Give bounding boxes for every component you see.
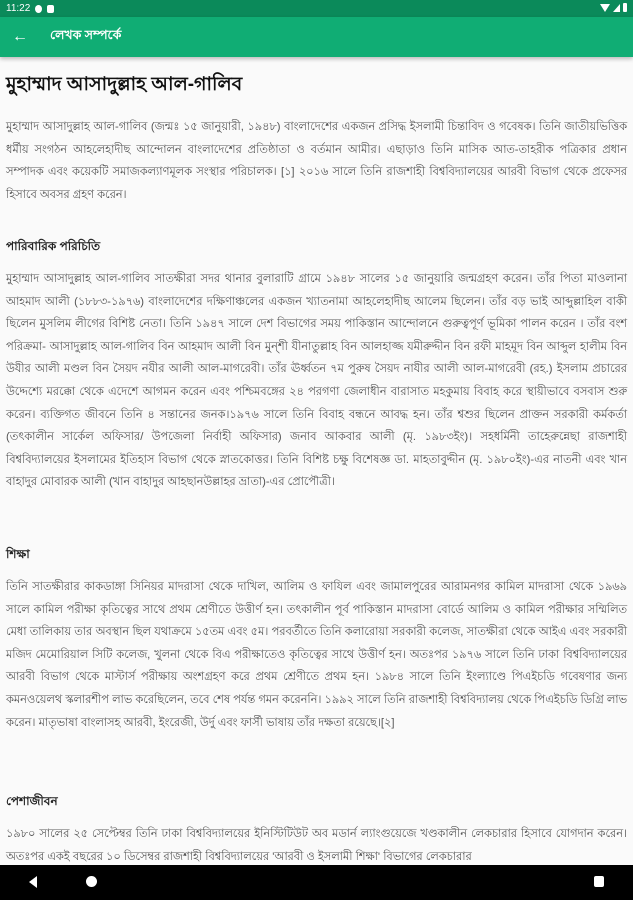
section-paragraph: মুহাম্মাদ আসাদুল্লাহ আল-গালিব সাতক্ষীরা সদর থানার বুলারাটি গ্রামে ১৯৪৮ সালের ১৫ জানুয়ারি জন্মগ্রহণ করেন। তাঁর পিতা মাওলানা আহমাদ আলী (১৮৮৩-১৯৭৬) বাংলাদেশের দক্ষিণাঞ্চলের একজন খ্যাতনামা আহলেহাদীছ আলেম ছিলেন। তাঁর বড় ভাই আব্দুল্লাহিল বাকী ছিলেন মুসলিম লীগের বিশিষ্ট নেতা। তিনি ১৯৪৭ সালে দেশ বিভাগের সময় পাকিস্তান আন্দোলনে গুরুত্বপূর্ণ ভূমিকা পালন করেন । তাঁর বংশ পরিক্রমা- আসাদুল্লাহ আল-গালিব বিন আহমাদ আলী বিন মুন্শী যীনাতুল্লাহ বিন আলহাজ্জ যমীরুদ্দীন বিন রফী মাহমূদ বিন আব্দুল হালীম বিন উযীর আলী মণ্ডল বিন সৈয়দ নযীর আলী আল-মাগরেবী। তাঁর ঊর্ধ্বতন ৭ম পুরুষ সৈয়দ নাযীর আলী আল-মাগরেবী (রহ.) ইসলাম প্রচারের উদ্দেশ্যে মরক্কো থেকে এদেশে আগমন করেন এবং পশ্চিমবঙ্গের ২৪ পরগণা জেলাধীন বারাসাত মহকুমায় বিবাহ করে স্থায়ীভাবে বসবাস শুরু করেন। ব্যক্তিগত জীবনে তিনি ৪ সন্তানের জনক।১৯৭৬ সালে তিনি বিবাহ বন্ধনে আবদ্ধ হন। তাঁর শ্বশুর ছিলেন প্রাক্তন সরকারী কর্মকর্তা (তৎকালীন সার্কেল অফিসার/ উপজেলা নির্বাহী অফিসার) জনাব আকবার আলী (মৃ. ১৯৮৩ইং)। সহধর্মিনী তাহেরুন্নেছা রাজশাহী বিশ্ববিদ্যালয়ের ইসলামের ইতিহাস বিভাগ থেকে স্নাতকোত্তর। তিনি বিশিষ্ট চক্ষু বিশেষজ্ঞ ডা. মাহতাবুদ্দীন (মৃ. ১৯৮০ইং)-এর নাতনী এবং খান বাহাদুর মোবারক আলী (খান বাহাদুর আহছানউল্লাহর ভ্রাতা)-এর প্রোপৌত্রী। <box>6 273 627 489</box>
section-heading: পারিবারিক পরিচিতি <box>6 239 101 253</box>
notification-icon <box>35 5 42 13</box>
intro-paragraph: মুহাম্মাদ আসাদুল্লাহ আল-গালিব (জন্মঃ ১৫ জানুয়ারী, ১৯৪৮) বাংলাদেশের একজন প্রসিদ্ধ ইসলামী চিন্তাবিদ ও গবেষক। তিনি জাতীয়ভিত্তিক ধর্মীয় সংগঠন আহলেহাদীছ আন্দোলন বাংলাদেশের প্রতিষ্ঠাতা ও বর্তমান আমীর। এছাড়াও তিনি মাসিক আত-তাহরীক পত্রিকার প্রধান সম্পাদক এবং কয়েকটি সমাজকল্যাণমূলক সংস্থার পরিচালক। [১] ২০১৬ সালে তিনি রাজশাহী বিশ্ববিদ্যালয়ের আরবী বিভাগ থেকে প্রফেসর হিসাবে অবসর গ্রহণ করেন। <box>6 121 627 201</box>
wifi-icon <box>600 4 610 12</box>
status-time: 11:22 <box>6 3 31 14</box>
section-paragraph: ১৯৮০ সালের ২৫ সেপ্টেম্বর তিনি ঢাকা বিশ্ববিদ্যালয়ের ইনিস্টিটিউট অব মডার্ন ল্যাংগুয়েজে খণ্ডকালীন লেকচারার হিসাবে যোগদান করেন। অতঃপর একই বছরের ১০ ডিসেম্বর রাজশাহী বিশ্ববিদ্যালয়ের 'আরবী ও ইসলামী শিক্ষা' বিভাগের লেকচারার <box>6 828 627 863</box>
app-bar <box>0 17 633 57</box>
career-section <box>6 793 627 868</box>
signal-icon <box>613 4 620 12</box>
back-arrow-icon[interactable]: ← <box>12 28 28 45</box>
education-section <box>6 546 627 734</box>
navigation-bar <box>0 865 633 900</box>
nav-back-icon[interactable] <box>29 876 37 888</box>
nav-recents-icon[interactable] <box>594 876 604 887</box>
battery-icon <box>623 3 627 12</box>
sd-card-icon <box>47 5 54 13</box>
intro-section <box>6 116 627 206</box>
section-paragraph: তিনি সাতক্ষীরার কাকডাঙ্গা সিনিয়র মাদরাসা থেকে দাখিল, আলিম ও ফাযিল এবং জামালপুরের আরামনগর কামিল মাদরাসা থেকে ১৯৬৯ সালে কামিল পরীক্ষা কৃতিত্বের সাথে প্রথম শ্রেণীতে উত্তীর্ণ হন। তৎকালীন পূর্ব পাকিস্তান মাদরাসা বোর্ডে আলিম ও কামিল পরীক্ষার সম্মিলিত মেধা তালিকায় তার অবস্থান ছিল যথাক্রমে ১৫তম এবং ৫ম। পরবর্তীতে তিনি কলারোয়া সরকারী কলেজ, সাতক্ষীরা থেকে আইএ এবং সরকারী মজিদ মেমোরিয়াল সিটি কলেজ, খুলনা থেকে বিএ পরীক্ষাতেও কৃতিত্বের সাথে উত্তীর্ণ হন। অতঃপর ১৯৭৬ সালে তিনি ঢাকা বিশ্ববিদ্যালয়ের আরবী বিভাগ থেকে মাস্টার্স পরীক্ষায় অংশগ্রহণ করে প্রথম শ্রেণীতে প্রথম হন। ১৯৮৪ সালে তিনি ইংল্যাণ্ডে পিএইচডি গবেষণার জন্য কমনওয়েলথ স্কলারশীপ লাভ করেছিলেন, তবে শেষ পর্যন্ত গমন করেননি। ১৯৯২ সালে তিনি রাজশাহী বিশ্ববিদ্যালয় থেকে পিএইচডি ডিগ্রি লাভ করেন। মাতৃভাষা বাংলাসহ আরবী, ইংরেজী, উর্দু এবং ফার্সী ভাষায় তাঁর দক্ষতা রয়েছে।[২] <box>6 581 627 729</box>
section-heading: পেশাজীবন <box>6 794 58 808</box>
section-heading: শিক্ষা <box>6 547 30 561</box>
family-section <box>6 238 627 494</box>
nav-home-icon[interactable] <box>86 876 97 887</box>
status-bar <box>0 0 633 17</box>
app-bar-title: লেখক সম্পর্কে <box>50 28 122 42</box>
page-title: মুহাম্মাদ আসাদুল্লাহ আল-গালিব <box>6 74 243 95</box>
